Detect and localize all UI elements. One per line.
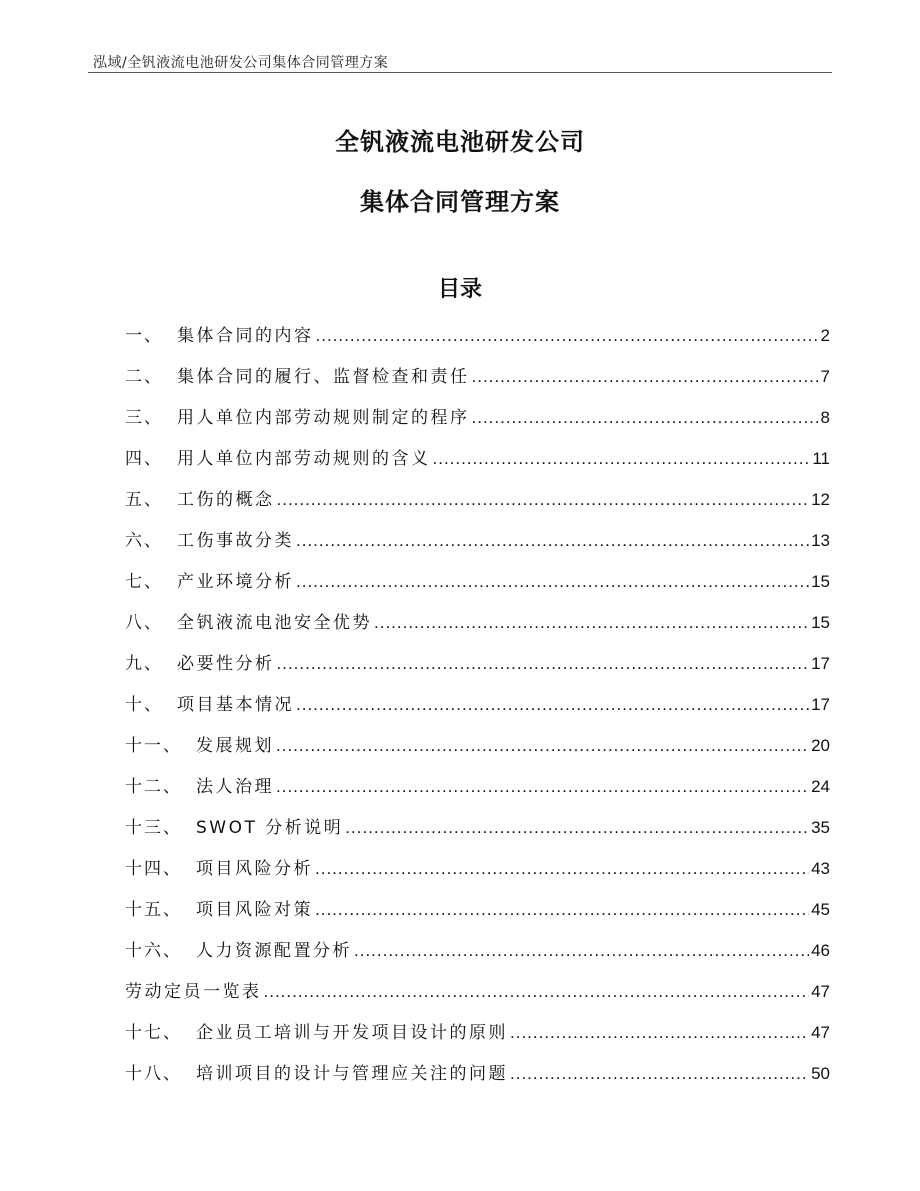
toc-entry-page: 47 xyxy=(811,982,830,1001)
toc-entry[interactable] xyxy=(125,732,830,773)
toc-leader-dots xyxy=(264,978,810,1006)
toc-leader-dots xyxy=(472,404,819,432)
toc-entry-page: 17 xyxy=(811,695,830,714)
toc-entry-page: 7 xyxy=(820,367,830,386)
toc-entry-label: 项目基本情况 xyxy=(177,695,294,715)
document-title-line1: 全钒液流电池研发公司 xyxy=(335,128,585,156)
toc-leader-dots xyxy=(315,896,809,924)
toc-entry-label: 用人单位内部劳动规则的含义 xyxy=(177,449,431,469)
toc-entry-page: 15 xyxy=(811,613,830,632)
toc-leader-dots xyxy=(433,445,811,473)
toc-entry-number: 十六、 xyxy=(125,941,182,961)
toc-leader-dots xyxy=(510,1019,809,1047)
toc-leader-dots xyxy=(345,814,809,842)
toc-leader-dots xyxy=(296,527,809,555)
toc-leader-dots xyxy=(296,691,809,719)
toc-entry-label: 项目风险对策 xyxy=(196,900,313,920)
document-title-line2: 集体合同管理方案 xyxy=(360,188,560,216)
toc-leader-dots xyxy=(315,855,809,883)
toc-entry-page: 17 xyxy=(811,654,830,673)
toc-entry-page: 11 xyxy=(812,449,830,468)
toc-entry-number: 四、 xyxy=(125,449,163,469)
toc-entry-page: 15 xyxy=(811,572,830,591)
toc-entry[interactable] xyxy=(125,609,830,650)
table-of-contents xyxy=(125,322,830,1101)
toc-entry[interactable] xyxy=(125,363,830,404)
toc-entry[interactable] xyxy=(125,814,830,855)
toc-entry-number: 十、 xyxy=(125,695,163,715)
toc-entry-page: 46 xyxy=(811,941,830,960)
toc-entry[interactable] xyxy=(125,322,830,363)
toc-entry-label: 必要性分析 xyxy=(177,654,275,674)
toc-entry-page: 24 xyxy=(811,777,830,796)
toc-leader-dots xyxy=(276,773,809,801)
toc-entry-label: 产业环境分析 xyxy=(177,572,294,592)
toc-leader-dots xyxy=(354,937,809,965)
toc-leader-dots xyxy=(510,1060,809,1088)
toc-entry[interactable] xyxy=(125,650,830,691)
toc-entry-page: 47 xyxy=(811,1023,830,1042)
toc-entry[interactable] xyxy=(125,773,830,814)
toc-entry[interactable] xyxy=(125,1060,830,1101)
header-rule xyxy=(88,72,832,73)
toc-entry[interactable] xyxy=(125,937,830,978)
toc-entry-number: 九、 xyxy=(125,654,163,674)
toc-leader-dots xyxy=(316,322,819,350)
toc-entry-page: 2 xyxy=(820,326,830,345)
toc-entry-label: 集体合同的内容 xyxy=(177,326,314,346)
toc-leader-dots xyxy=(276,732,809,760)
toc-entry[interactable] xyxy=(125,691,830,732)
toc-leader-dots xyxy=(374,609,809,637)
toc-entry-number: 十一、 xyxy=(125,736,182,756)
toc-entry-label: 集体合同的履行、监督检查和责任 xyxy=(177,367,470,387)
toc-entry-page: 8 xyxy=(820,408,830,427)
toc-entry[interactable] xyxy=(125,568,830,609)
toc-leader-dots xyxy=(277,650,810,678)
toc-entry-label: 企业员工培训与开发项目设计的原则 xyxy=(196,1023,508,1043)
toc-entry-label: 发展规划 xyxy=(196,736,274,756)
toc-entry-number: 八、 xyxy=(125,613,163,633)
toc-entry-number: 十二、 xyxy=(125,777,182,797)
toc-entry[interactable] xyxy=(125,896,830,937)
toc-entry-label: 全钒液流电池安全优势 xyxy=(177,613,372,633)
toc-entry-label: 人力资源配置分析 xyxy=(196,941,352,961)
toc-entry-number: 一、 xyxy=(125,326,163,346)
toc-entry-page: 13 xyxy=(811,531,830,550)
toc-entry-number: 三、 xyxy=(125,408,163,428)
toc-entry-number: 七、 xyxy=(125,572,163,592)
toc-entry-page: 20 xyxy=(811,736,830,755)
toc-entry-page: 45 xyxy=(811,900,830,919)
toc-entry-page: 12 xyxy=(811,490,830,509)
toc-entry[interactable] xyxy=(125,486,830,527)
toc-entry[interactable] xyxy=(125,855,830,896)
toc-entry-label: 项目风险分析 xyxy=(196,859,313,879)
toc-entry[interactable] xyxy=(125,404,830,445)
toc-entry[interactable] xyxy=(125,1019,830,1060)
toc-entry-number: 六、 xyxy=(125,531,163,551)
toc-entry-number: 十五、 xyxy=(125,900,182,920)
toc-entry-number: 十八、 xyxy=(125,1064,182,1084)
toc-entry-label: 用人单位内部劳动规则制定的程序 xyxy=(177,408,470,428)
toc-entry-label: 工伤的概念 xyxy=(177,490,275,510)
toc-leader-dots xyxy=(296,568,809,596)
toc-entry-label: SWOT 分析说明 xyxy=(196,818,344,838)
toc-entry[interactable] xyxy=(125,527,830,568)
toc-entry-number: 二、 xyxy=(125,367,163,387)
toc-entry-label: 工伤事故分类 xyxy=(177,531,294,551)
toc-entry[interactable] xyxy=(125,445,830,486)
toc-entry-number: 十三、 xyxy=(125,818,182,838)
toc-entry-label: 劳动定员一览表 xyxy=(125,982,262,1002)
toc-entry-page: 43 xyxy=(811,859,830,878)
toc-entry[interactable] xyxy=(125,978,830,1019)
toc-entry-page: 35 xyxy=(811,818,830,837)
toc-entry-number: 十七、 xyxy=(125,1023,182,1043)
toc-entry-number: 十四、 xyxy=(125,859,182,879)
toc-heading: 目录 xyxy=(437,277,482,302)
toc-entry-label: 法人治理 xyxy=(196,777,274,797)
toc-entry-number: 五、 xyxy=(125,490,163,510)
running-header: 泓域/全钒液流电池研发公司集体合同管理方案 xyxy=(93,55,389,71)
toc-entry-page: 50 xyxy=(811,1064,830,1083)
toc-leader-dots xyxy=(472,363,819,391)
toc-entry-label: 培训项目的设计与管理应关注的问题 xyxy=(196,1064,508,1084)
toc-leader-dots xyxy=(277,486,810,514)
